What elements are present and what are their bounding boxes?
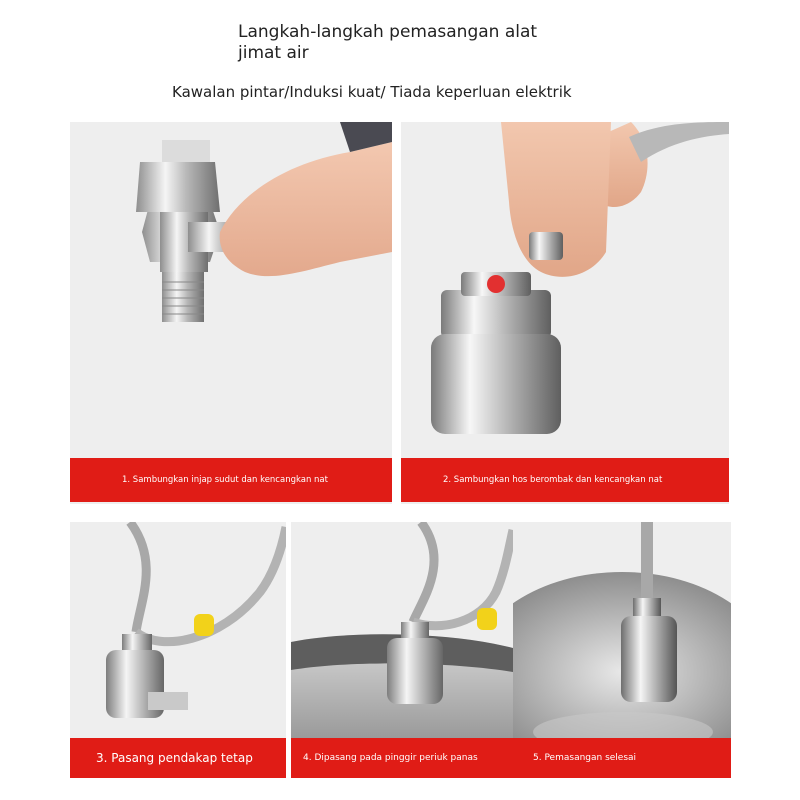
step-1-panel [70,122,392,504]
page-title: Langkah-langkah pemasangan alat jimat air [238,22,538,63]
step-2-panel [401,122,729,504]
step-4-caption-banner [291,738,513,778]
step-5-caption-banner [513,738,731,778]
step-2-caption-banner [401,458,729,502]
step-5-caption: 5. Pemasangan selesai [533,752,637,763]
step-3-caption: 3. Pasang pendakap tetap [96,750,253,765]
step-3-panel [70,522,286,778]
step-5-panel [513,522,731,778]
step-3-caption-banner [70,738,286,778]
step-4-caption: 4. Dipasang pada pinggir periuk panas [303,752,478,763]
step-2-photo [401,122,729,504]
step-1-caption-banner [70,458,392,502]
step-1-photo [70,122,392,504]
step-2-caption: 2. Sambungkan hos berombak dan kencangkan nat [443,474,663,485]
step-4-panel [291,522,513,778]
page-subtitle: Kawalan pintar/Induksi kuat/ Tiada keperluan elektrik [172,83,572,101]
step-1-caption: 1. Sambungkan injap sudut dan kencangkan nat [122,474,328,485]
